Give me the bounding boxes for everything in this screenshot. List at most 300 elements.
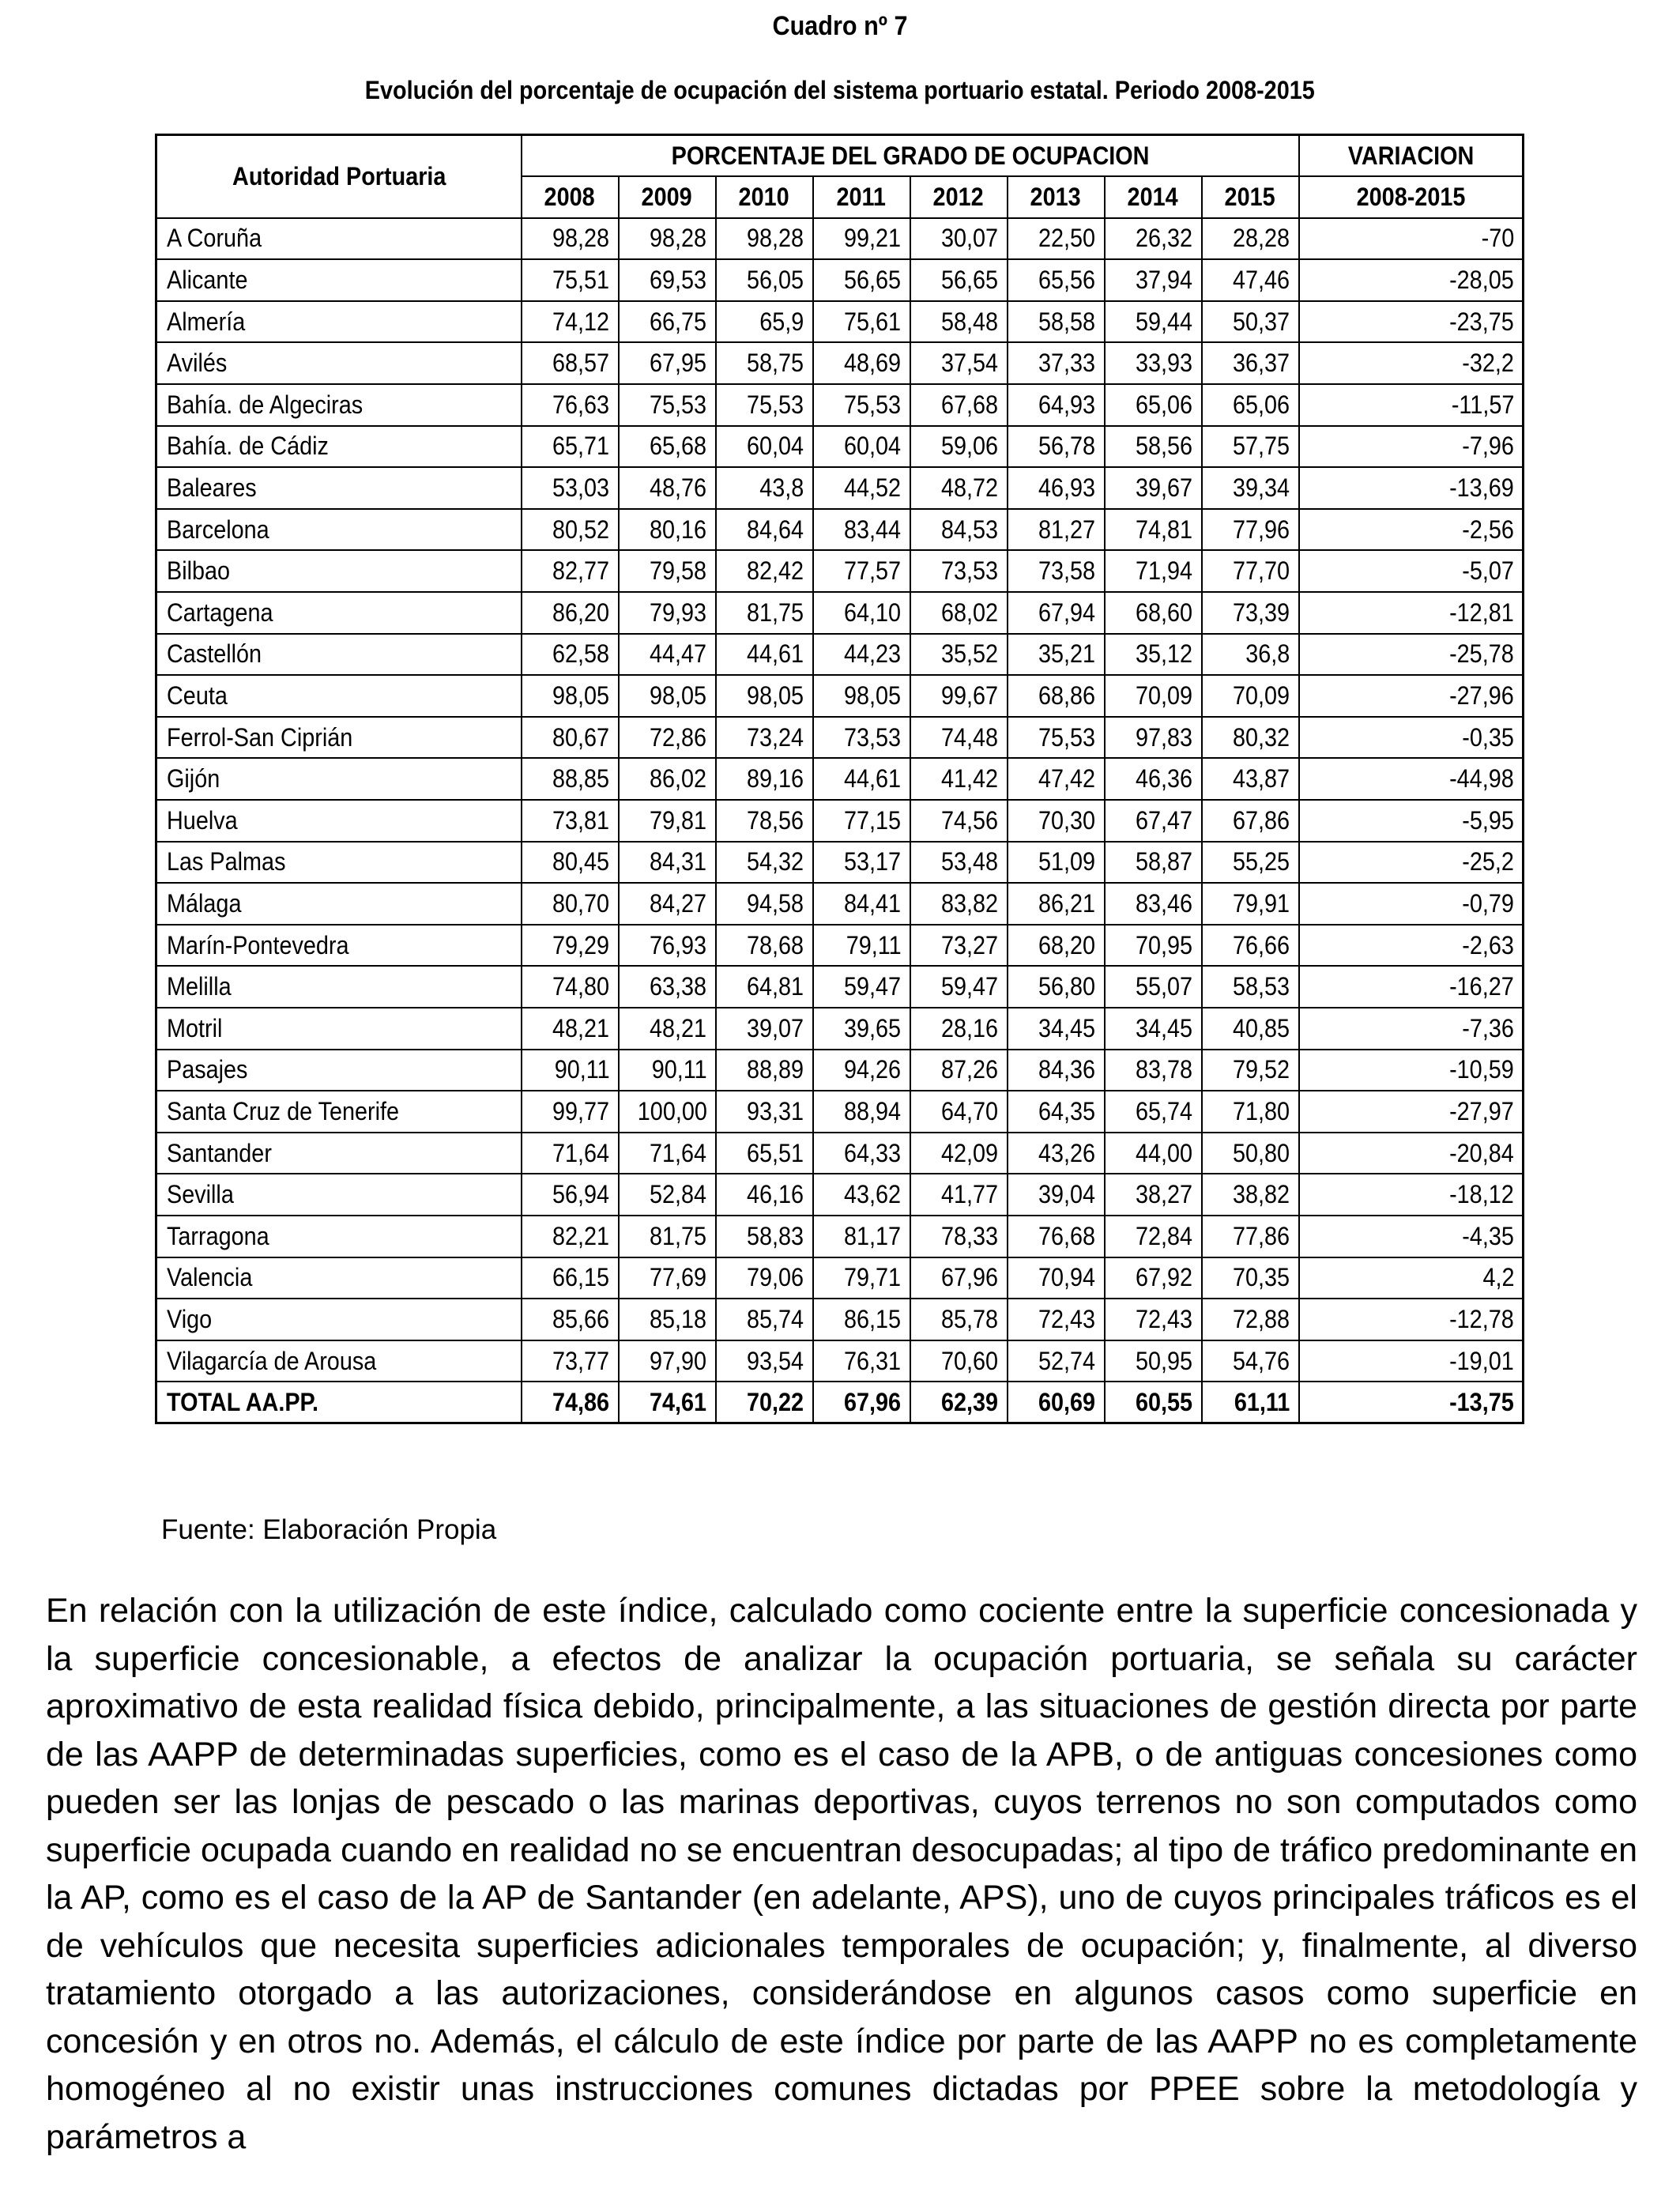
occupancy-value: 56,80 — [1038, 972, 1096, 1001]
occupancy-value-cell — [1008, 1299, 1105, 1340]
occupancy-value-cell — [1008, 1216, 1105, 1257]
occupancy-value-cell — [813, 925, 910, 967]
occupancy-value-cell — [813, 800, 910, 842]
occupancy-value: 85,74 — [747, 1304, 804, 1333]
occupancy-value-cell — [1105, 717, 1202, 759]
occupancy-value: 55,25 — [1233, 847, 1290, 876]
occupancy-value: 53,17 — [844, 847, 902, 876]
occupancy-value-cell — [1202, 467, 1299, 509]
occupancy-value: 75,51 — [552, 266, 610, 295]
occupancy-value: 46,36 — [1136, 764, 1193, 794]
authority-name-cell — [156, 842, 522, 884]
occupancy-value: 47,42 — [1038, 764, 1096, 794]
occupancy-value-cell — [813, 1091, 910, 1133]
header-authority — [156, 135, 522, 218]
occupancy-value-cell — [910, 550, 1008, 592]
occupancy-value: 38,27 — [1136, 1180, 1193, 1209]
occupancy-value-cell — [813, 842, 910, 884]
occupancy-value: 84,41 — [844, 888, 902, 918]
table-row — [156, 717, 1524, 759]
occupancy-value-cell — [716, 1091, 813, 1133]
variation-value-cell — [1299, 1050, 1524, 1091]
occupancy-value: 71,94 — [1136, 556, 1193, 586]
authority-name-cell — [156, 259, 522, 301]
occupancy-value-cell — [813, 592, 910, 634]
authority-name-cell — [156, 467, 522, 509]
occupancy-value: 70,60 — [941, 1346, 999, 1375]
authority-name: Málaga — [167, 888, 242, 918]
occupancy-value: 84,53 — [941, 515, 999, 544]
occupancy-value-cell — [1202, 426, 1299, 468]
header-group-text: PORCENTAJE DEL GRADO DE OCUPACION — [671, 141, 1149, 170]
occupancy-value: 61,11 — [1234, 1387, 1290, 1416]
occupancy-value-cell — [522, 925, 619, 967]
occupancy-value-cell — [716, 1257, 813, 1299]
occupancy-value: 98,28 — [747, 224, 804, 253]
table-row — [156, 925, 1524, 967]
occupancy-value: 80,52 — [552, 515, 610, 544]
occupancy-value: 84,64 — [747, 515, 804, 544]
occupancy-value: 66,15 — [552, 1263, 610, 1292]
variation-value: -18,12 — [1449, 1180, 1515, 1209]
occupancy-value-cell — [716, 675, 813, 717]
variation-value-cell — [1299, 384, 1524, 426]
occupancy-value: 73,53 — [844, 722, 902, 752]
occupancy-value: 65,56 — [1038, 266, 1096, 295]
occupancy-value: 77,86 — [1233, 1221, 1290, 1250]
occupancy-value: 82,21 — [552, 1221, 610, 1250]
occupancy-value: 50,95 — [1136, 1346, 1193, 1375]
authority-name-cell — [156, 1091, 522, 1133]
occupancy-value-cell — [910, 1299, 1008, 1340]
occupancy-value-cell — [716, 592, 813, 634]
occupancy-value: 72,86 — [650, 722, 707, 752]
occupancy-value-cell — [522, 467, 619, 509]
occupancy-value: 69,53 — [650, 266, 707, 295]
occupancy-value: 52,84 — [650, 1180, 707, 1209]
occupancy-value: 59,44 — [1136, 307, 1193, 336]
occupancy-value-cell — [716, 800, 813, 842]
occupancy-value-cell — [1008, 467, 1105, 509]
authority-name-cell — [156, 592, 522, 634]
occupancy-value-cell — [813, 509, 910, 551]
occupancy-value: 97,83 — [1136, 722, 1193, 752]
occupancy-value: 58,56 — [1136, 432, 1193, 461]
occupancy-value: 56,65 — [844, 266, 902, 295]
occupancy-value: 78,68 — [747, 930, 804, 959]
occupancy-value: 78,33 — [941, 1221, 999, 1250]
variation-value: -2,63 — [1462, 930, 1515, 959]
occupancy-value-cell — [522, 1174, 619, 1216]
occupancy-value-cell — [1202, 301, 1299, 343]
occupancy-value: 55,07 — [1136, 972, 1193, 1001]
occupancy-value: 79,52 — [1233, 1055, 1290, 1084]
occupancy-value: 62,58 — [552, 639, 610, 669]
table-row — [156, 467, 1524, 509]
occupancy-value: 86,21 — [1038, 888, 1096, 918]
occupancy-value: 100,00 — [637, 1096, 707, 1125]
occupancy-value-cell — [1105, 966, 1202, 1008]
year-text: 2015 — [1224, 182, 1276, 211]
occupancy-value-cell — [813, 342, 910, 384]
occupancy-value-cell — [619, 800, 716, 842]
occupancy-value: 99,21 — [844, 224, 902, 253]
occupancy-value: 65,06 — [1136, 390, 1193, 419]
variation-value: -10,59 — [1449, 1055, 1515, 1084]
variation-value: -7,96 — [1462, 432, 1515, 461]
variation-value-cell — [1299, 301, 1524, 343]
occupancy-value: 64,33 — [844, 1138, 902, 1167]
occupancy-value-cell — [619, 342, 716, 384]
occupancy-value-cell — [813, 1174, 910, 1216]
variation-value-cell — [1299, 259, 1524, 301]
occupancy-value-cell — [1008, 758, 1105, 800]
occupancy-value-cell — [1008, 842, 1105, 884]
occupancy-value: 39,34 — [1233, 473, 1290, 503]
table-row — [156, 426, 1524, 468]
occupancy-value-cell — [1202, 1299, 1299, 1340]
occupancy-value: 52,74 — [1038, 1346, 1096, 1375]
occupancy-value-cell — [1008, 342, 1105, 384]
variation-value-cell — [1299, 842, 1524, 884]
occupancy-value: 65,71 — [552, 432, 610, 461]
table-caption-title-text: Evolución del porcentaje de ocupación del sistema portuario estatal. Periodo 2008-2015 — [365, 76, 1315, 104]
year-text: 2010 — [738, 182, 790, 211]
variation-value-cell — [1299, 925, 1524, 967]
occupancy-value: 76,63 — [552, 390, 610, 419]
occupancy-value-cell — [619, 384, 716, 426]
occupancy-value: 75,53 — [1038, 722, 1096, 752]
occupancy-value-cell — [1202, 1133, 1299, 1174]
header-variation-period — [1299, 176, 1524, 218]
occupancy-value-cell — [1105, 301, 1202, 343]
occupancy-value: 93,54 — [747, 1346, 804, 1375]
occupancy-value-cell — [619, 1382, 716, 1423]
variation-period-text: 2008-2015 — [1356, 182, 1466, 211]
occupancy-value-cell — [1105, 342, 1202, 384]
variation-value: -12,81 — [1449, 598, 1515, 627]
authority-name: TOTAL AA.PP. — [167, 1387, 319, 1416]
variation-value-cell — [1299, 592, 1524, 634]
variation-value: 4,2 — [1482, 1263, 1515, 1292]
occupancy-value-cell — [1008, 675, 1105, 717]
occupancy-value-cell — [1202, 717, 1299, 759]
occupancy-value-cell — [1008, 1174, 1105, 1216]
occupancy-value-cell — [1008, 592, 1105, 634]
occupancy-value-cell — [813, 550, 910, 592]
occupancy-value-cell — [716, 1050, 813, 1091]
authority-name: Santander — [167, 1138, 272, 1167]
occupancy-value: 79,71 — [844, 1263, 902, 1292]
occupancy-value-cell — [1202, 634, 1299, 676]
occupancy-value-cell — [716, 1174, 813, 1216]
occupancy-value: 60,04 — [844, 432, 902, 461]
variation-value: -0,79 — [1462, 888, 1515, 918]
occupancy-value: 48,76 — [650, 473, 707, 503]
occupancy-value-cell — [522, 883, 619, 925]
variation-value-cell — [1299, 509, 1524, 551]
occupancy-value: 67,47 — [1136, 805, 1193, 835]
authority-name-cell — [156, 342, 522, 384]
authority-name-cell — [156, 1174, 522, 1216]
occupancy-value-cell — [910, 1216, 1008, 1257]
occupancy-value: 64,81 — [747, 972, 804, 1001]
occupancy-value: 59,47 — [844, 972, 902, 1001]
occupancy-value: 56,05 — [747, 266, 804, 295]
occupancy-value-cell — [522, 301, 619, 343]
occupancy-value-cell — [619, 925, 716, 967]
occupancy-value: 43,87 — [1233, 764, 1290, 794]
occupancy-value-cell — [1202, 1257, 1299, 1299]
occupancy-value-cell — [1202, 966, 1299, 1008]
occupancy-value: 72,84 — [1136, 1221, 1193, 1250]
occupancy-value: 97,90 — [650, 1346, 707, 1375]
variation-value-cell — [1299, 1174, 1524, 1216]
occupancy-value-cell — [1105, 1008, 1202, 1050]
header-year — [1105, 176, 1202, 218]
occupancy-value-cell — [813, 467, 910, 509]
occupancy-value: 58,58 — [1038, 307, 1096, 336]
occupancy-value: 85,66 — [552, 1304, 610, 1333]
variation-value: -32,2 — [1462, 349, 1515, 378]
variation-value-cell — [1299, 717, 1524, 759]
occupancy-value-cell — [910, 1008, 1008, 1050]
occupancy-value-cell — [619, 842, 716, 884]
table-body — [156, 218, 1524, 1423]
occupancy-value-cell — [910, 883, 1008, 925]
occupancy-value-cell — [1105, 634, 1202, 676]
occupancy-value-cell — [813, 384, 910, 426]
occupancy-value-cell — [619, 758, 716, 800]
occupancy-value: 90,11 — [651, 1055, 707, 1084]
occupancy-value-cell — [1008, 717, 1105, 759]
occupancy-value-cell — [813, 966, 910, 1008]
occupancy-value: 94,58 — [747, 888, 804, 918]
occupancy-value-cell — [813, 883, 910, 925]
occupancy-value: 43,62 — [844, 1180, 902, 1209]
occupancy-value: 70,09 — [1233, 681, 1290, 711]
occupancy-value-cell — [1008, 1382, 1105, 1423]
occupancy-value-cell — [1008, 259, 1105, 301]
header-year — [619, 176, 716, 218]
occupancy-value-cell — [1008, 925, 1105, 967]
occupancy-value: 44,23 — [844, 639, 902, 669]
occupancy-value: 72,43 — [1038, 1304, 1096, 1333]
occupancy-value: 50,37 — [1233, 307, 1290, 336]
occupancy-value-cell — [619, 634, 716, 676]
occupancy-value: 58,48 — [941, 307, 999, 336]
table-row — [156, 384, 1524, 426]
occupancy-value: 30,07 — [941, 224, 999, 253]
occupancy-value: 64,70 — [941, 1096, 999, 1125]
variation-value: -7,36 — [1462, 1013, 1515, 1042]
occupancy-value-cell — [910, 842, 1008, 884]
occupancy-value: 74,80 — [552, 972, 610, 1001]
occupancy-value-cell — [910, 717, 1008, 759]
occupancy-value-cell — [813, 218, 910, 260]
occupancy-value: 79,93 — [650, 598, 707, 627]
table-total-row — [156, 1382, 1524, 1423]
variation-value-cell — [1299, 1091, 1524, 1133]
authority-name: Alicante — [167, 266, 248, 295]
occupancy-value: 58,53 — [1233, 972, 1290, 1001]
authority-name-cell — [156, 758, 522, 800]
occupancy-value: 65,51 — [747, 1138, 804, 1167]
occupancy-value-cell — [1202, 1340, 1299, 1382]
variation-value-cell — [1299, 1299, 1524, 1340]
occupancy-value: 93,31 — [747, 1096, 804, 1125]
occupancy-value: 79,91 — [1233, 888, 1290, 918]
variation-value: -13,75 — [1449, 1387, 1515, 1416]
occupancy-value: 86,15 — [844, 1304, 902, 1333]
occupancy-value: 43,8 — [759, 473, 804, 503]
table-caption-number: Cuadro nº 7 — [772, 11, 908, 41]
occupancy-value-cell — [1105, 1050, 1202, 1091]
occupancy-value: 76,31 — [844, 1346, 902, 1375]
occupancy-value-cell — [522, 592, 619, 634]
occupancy-value-cell — [619, 509, 716, 551]
occupancy-value: 75,53 — [747, 390, 804, 419]
occupancy-value-cell — [716, 925, 813, 967]
occupancy-value-cell — [1008, 1050, 1105, 1091]
occupancy-value: 73,24 — [747, 722, 804, 752]
table-row — [156, 800, 1524, 842]
occupancy-value: 74,86 — [552, 1387, 610, 1416]
occupancy-value: 67,86 — [1233, 805, 1290, 835]
occupancy-value: 68,57 — [552, 349, 610, 378]
occupancy-value: 44,61 — [747, 639, 804, 669]
variation-value-cell — [1299, 966, 1524, 1008]
occupancy-value: 68,86 — [1038, 681, 1096, 711]
occupancy-value: 83,82 — [941, 888, 999, 918]
occupancy-value-cell — [522, 1299, 619, 1340]
occupancy-value-cell — [619, 259, 716, 301]
occupancy-value: 77,96 — [1233, 515, 1290, 544]
occupancy-value-cell — [522, 1382, 619, 1423]
authority-name: Baleares — [167, 473, 257, 503]
authority-name: Avilés — [167, 349, 228, 378]
occupancy-value: 73,27 — [941, 930, 999, 959]
occupancy-value: 94,26 — [844, 1055, 902, 1084]
occupancy-value-cell — [910, 509, 1008, 551]
authority-name: Santa Cruz de Tenerife — [167, 1096, 400, 1125]
occupancy-value: 70,22 — [747, 1387, 804, 1416]
occupancy-value: 79,29 — [552, 930, 610, 959]
occupancy-value-cell — [1202, 550, 1299, 592]
occupancy-value: 35,52 — [941, 639, 999, 669]
occupancy-value-cell — [813, 1008, 910, 1050]
occupancy-value-cell — [1008, 1340, 1105, 1382]
occupancy-value-cell — [1202, 800, 1299, 842]
occupancy-value-cell — [619, 883, 716, 925]
occupancy-value-cell — [910, 966, 1008, 1008]
authority-name: Tarragona — [167, 1221, 269, 1250]
header-variation-text: VARIACION — [1347, 141, 1475, 170]
variation-value-cell — [1299, 467, 1524, 509]
occupancy-value-cell — [716, 842, 813, 884]
variation-value: -27,97 — [1449, 1096, 1515, 1125]
variation-value: -27,96 — [1449, 681, 1515, 711]
occupancy-value: 73,53 — [941, 556, 999, 586]
occupancy-value-cell — [1105, 842, 1202, 884]
occupancy-value-cell — [1008, 550, 1105, 592]
authority-name: Huelva — [167, 805, 238, 835]
header-year — [1202, 176, 1299, 218]
occupancy-value: 39,65 — [844, 1013, 902, 1042]
occupancy-value-cell — [619, 1174, 716, 1216]
header-year — [910, 176, 1008, 218]
occupancy-value: 53,48 — [941, 847, 999, 876]
occupancy-value: 70,94 — [1038, 1263, 1096, 1292]
variation-value-cell — [1299, 1340, 1524, 1382]
authority-name-cell — [156, 1340, 522, 1382]
occupancy-value-cell — [1105, 509, 1202, 551]
occupancy-value: 70,30 — [1038, 805, 1096, 835]
occupancy-value: 48,72 — [941, 473, 999, 503]
occupancy-value: 67,96 — [941, 1263, 999, 1292]
occupancy-value-cell — [1105, 218, 1202, 260]
occupancy-value-cell — [716, 259, 813, 301]
occupancy-value-cell — [813, 1340, 910, 1382]
occupancy-value-cell — [619, 218, 716, 260]
occupancy-value-cell — [1202, 592, 1299, 634]
header-year — [813, 176, 910, 218]
occupancy-value-cell — [1105, 1299, 1202, 1340]
occupancy-value-cell — [813, 675, 910, 717]
variation-value-cell — [1299, 218, 1524, 260]
occupancy-value-cell — [522, 384, 619, 426]
occupancy-value-cell — [1105, 1133, 1202, 1174]
occupancy-value-cell — [1008, 966, 1105, 1008]
occupancy-value: 41,77 — [941, 1180, 999, 1209]
occupancy-value: 84,27 — [650, 888, 707, 918]
authority-name: Melilla — [167, 972, 232, 1001]
occupancy-value-cell — [813, 1257, 910, 1299]
occupancy-value-cell — [1202, 509, 1299, 551]
occupancy-value: 67,68 — [941, 390, 999, 419]
occupancy-value-cell — [1105, 384, 1202, 426]
table-row — [156, 842, 1524, 884]
occupancy-value-cell — [910, 592, 1008, 634]
occupancy-value: 60,04 — [747, 432, 804, 461]
occupancy-value-cell — [716, 467, 813, 509]
occupancy-value-cell — [716, 1008, 813, 1050]
table-row — [156, 342, 1524, 384]
authority-name: Bahía. de Algeciras — [167, 390, 363, 419]
year-text: 2013 — [1030, 182, 1082, 211]
occupancy-value-cell — [522, 1257, 619, 1299]
occupancy-value: 65,74 — [1136, 1096, 1193, 1125]
occupancy-value-cell — [813, 259, 910, 301]
variation-value: -20,84 — [1449, 1138, 1515, 1167]
occupancy-value-cell — [716, 1340, 813, 1382]
variation-value-cell — [1299, 634, 1524, 676]
occupancy-value: 44,47 — [650, 639, 707, 669]
occupancy-value: 81,17 — [844, 1221, 902, 1250]
occupancy-value: 79,81 — [650, 805, 707, 835]
occupancy-value-cell — [619, 1299, 716, 1340]
occupancy-value-cell — [619, 301, 716, 343]
occupancy-value-cell — [1008, 1091, 1105, 1133]
occupancy-value: 60,55 — [1136, 1387, 1193, 1416]
occupancy-value: 88,89 — [747, 1055, 804, 1084]
table-row — [156, 675, 1524, 717]
occupancy-value: 83,44 — [844, 515, 902, 544]
occupancy-value: 63,38 — [650, 972, 707, 1001]
occupancy-value-cell — [813, 1382, 910, 1423]
body-paragraph: En relación con la utilización de este índice, calculado como cociente entre la superficie concesionada y la superficie concesionable, a efectos de analizar la ocupación portuaria, se señala su carácter aproximativo de esta realidad física debido, principalmente, a las situaciones de gestión directa por parte de las AAPP de determinadas superficies, como es el caso de la APB, o de antiguas concesiones como pueden ser las lonjas de pescado o las marinas deportivas, cuyos terrenos no son computados como superficie ocupada cuando en realidad no se encuentran desocupadas; al tipo de tráfico predominante en la AP, como es el caso de la AP de Santander (en adelante, APS), uno de cuyos principales tráficos es el de vehículos que necesita superficies adicionales temporales de ocupación; y, finalmente, al diverso tratamiento otorgado a las autorizaciones, considerándose en algunos casos como superficie en concesión y en otros no. Además, el cálculo de este índice por parte de las AAPP no es completamente homogéneo al no existir unas instrucciones comunes dictadas por PPEE sobre la metodología y parámetros a — [46, 1592, 1637, 2156]
occupancy-value-cell — [619, 1050, 716, 1091]
